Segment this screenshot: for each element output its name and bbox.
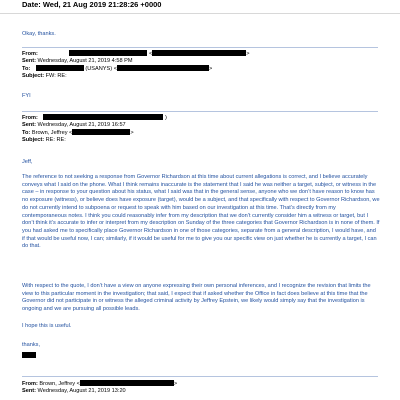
msg2-subject-row [22, 137, 66, 144]
closing: thanks, [22, 342, 41, 348]
msg2-sent-row [22, 122, 126, 129]
msg2-to-label: To: [22, 130, 31, 136]
msg2-from-label: From: [22, 115, 38, 121]
signature-redaction [22, 352, 36, 358]
msg3-from-value: Brown, Jeffrey < [39, 381, 80, 387]
msg1-sent-label: Sent: [22, 57, 36, 64]
msg1-subject-label: Subject: [22, 72, 45, 79]
msg2-subject-label: Subject: [22, 136, 45, 143]
msg2-sent-label: Sent: [22, 121, 36, 128]
redaction [152, 50, 246, 56]
redaction [80, 380, 174, 386]
paragraph-2: With respect to the quote, I don’t have a view on anyone expressing their own personal inferences, and I recognize the revision that limits the view to this particular moment in the investigation; that said, I expect that if asked whether the Office in fact does believe at this time that the Governor did not participate in or witness the alleged criminal activity by Jeffrey Epstein, we likely would simply say that the investigation is ongoing and we are pursuing all possible leads. [22, 283, 371, 313]
msg3-from-row: From: Brown, Jeffrey < > [22, 381, 178, 387]
msg1-sent-row [22, 58, 133, 65]
date-header [0, 0, 400, 14]
redaction [36, 65, 84, 71]
msg1-subject-value: FW: RE: [45, 72, 67, 79]
msg1-from-row: From: < > [22, 51, 250, 57]
msg1-subject-row [22, 73, 67, 80]
redaction [43, 114, 163, 120]
redaction [117, 65, 209, 71]
msg3-sent-label: Sent: [22, 387, 36, 394]
msg3-sent-value: Wednesday, August 21, 2019 13:20 [37, 387, 126, 394]
msg1-from-label: From: [22, 51, 38, 57]
separator-1 [22, 47, 378, 48]
msg2-to-value: Brown, Jeffrey < [31, 130, 73, 136]
msg3-from-label: From: [22, 381, 38, 387]
redaction [69, 50, 147, 56]
separator-2 [22, 111, 378, 112]
msg2-from-row: From: ) [22, 115, 167, 121]
msg1-to-row: To: (USANYS) < > [22, 66, 213, 72]
msg1-sent-value: Wednesday, August 21, 2019 4:58 PM [37, 57, 133, 64]
msg1-to-label: To: [22, 66, 31, 72]
msg3-sent-row [22, 388, 126, 395]
separator-3 [22, 376, 378, 377]
date-label: Date: [22, 0, 41, 9]
fyi-text: FYI [22, 93, 31, 99]
msg2-to-row: To: Brown, Jeffrey < > [22, 130, 134, 136]
paragraph-3: I hope this is useful. [22, 323, 72, 329]
paragraph-1: The reference to not seeking a response from Governor Richardson at this time about current allegations is correct, and I believe accurately conveys what I said on the phone. What I think remains inaccurate is the statement that I said he was neither a target, subject, or witness in the case – in response to your question about his status, what I said was that in the general sense, anyone who we don’t have reason to know has no exposure (witness), or believe does have exposure (target), would be a subject, and that specifically with respect to Governor Richardson, we do not currently intend to subpoena or request to speak with him based on our investigation at this time. That’s directly from my contemporaneous notes. I think you could reasonably infer from my description that we don’t currently consider him a witness or target, but I don’t think it’s accurate to infer or interpret from my description on Sunday of the three categories that Governor Richardson is in none of them. If you had asked me to specifically place Governor Richardson in one of those categories, separate from a general description, I would have, and if that would be useful now, I can; similarly, if it would be useful for me to give you our specific view on just whether he is currently a target, I can do that. [22, 174, 380, 250]
msg1-to-value: (USANYS) < [85, 66, 117, 72]
redaction [72, 129, 130, 135]
reply-text: Okay, thanks. [22, 31, 56, 37]
msg2-subject-value: RE: RE: [45, 136, 66, 143]
salutation: Jeff, [22, 159, 33, 165]
msg2-sent-value: Wednesday, August 21, 2019 16:57 [37, 121, 126, 128]
date-line [22, 0, 161, 9]
date-value: Wed, 21 Aug 2019 21:28:26 +0000 [42, 0, 162, 9]
